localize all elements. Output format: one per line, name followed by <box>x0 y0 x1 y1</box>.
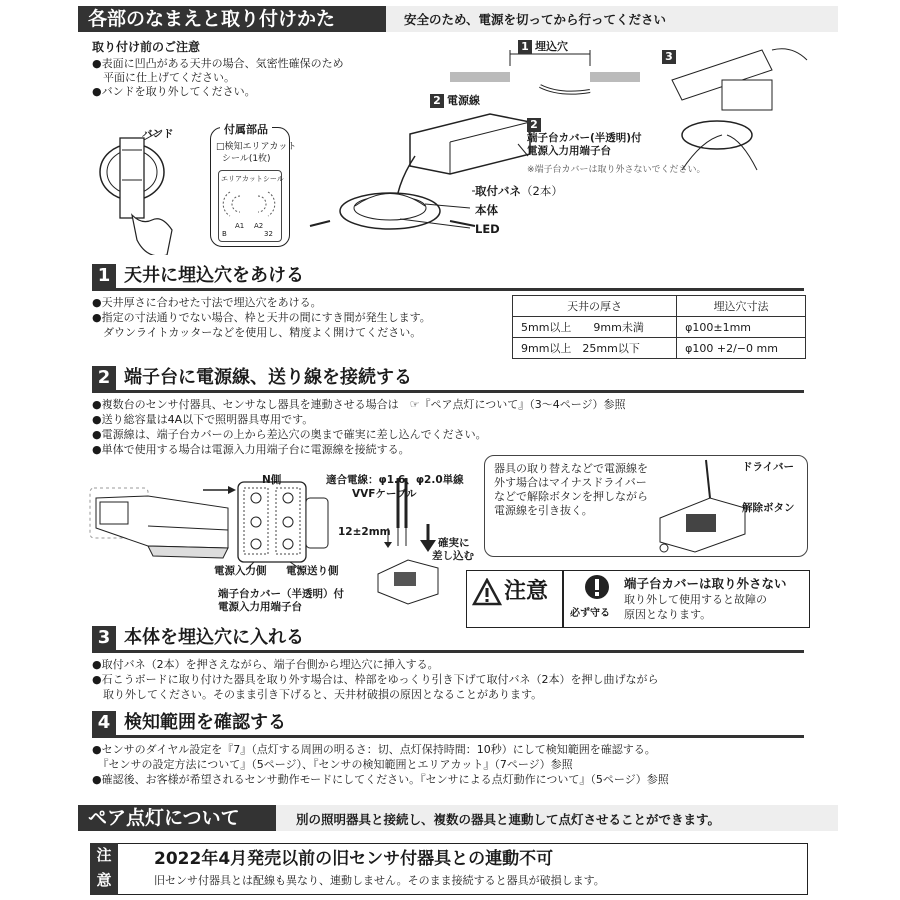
table-header-hole: 埋込穴寸法 <box>677 296 806 317</box>
strip-length-label: 12±2mm <box>338 526 391 538</box>
body-label: 本体 <box>475 203 498 217</box>
s3-line-3: 取り外してください。そのまま引き下げると、天井材破損の原因となることがあります。 <box>92 688 543 701</box>
caution-body-1: 取り外して使用すると故障の <box>624 593 767 606</box>
led-label: LED <box>475 222 500 236</box>
spring-label <box>475 183 563 199</box>
precaution-heading: 取り付け前のご注意 <box>92 40 201 54</box>
pair-subtitle: 別の照明器具と接続し、複数の器具と連動して点灯させることができます。 <box>296 812 721 827</box>
wiring-diagram <box>88 468 478 608</box>
s1-line-2: ●指定の寸法通りでない場合、枠と天井の間にすき間が発生します。 <box>92 311 431 324</box>
replace-note-3: などで解除ボタンを押しながら <box>494 490 648 503</box>
wire-spec-label-2: VVFケーブル <box>352 488 417 500</box>
caution-divider <box>562 570 564 628</box>
table-header-thickness: 天井の厚さ <box>513 296 677 317</box>
sticker-mark-b: B <box>222 230 227 238</box>
replace-note-1: 器具の取り替えなどで電源線を <box>494 462 648 475</box>
caution-title: 注意 <box>504 579 549 604</box>
insert-label-2: 差し込む <box>432 550 474 562</box>
cover-label-2: 電源入力用端子台 <box>527 145 611 157</box>
s1-line-3: ダウンライトカッターなどを使用し、精度よく開けてください。 <box>92 326 422 339</box>
release-button-illustration <box>650 458 750 554</box>
s2-line-1: ●複数台のセンサ付器具、センサなし器具を連動させる場合は ☞『ペア点灯について』（3〜4ページ）参照 <box>92 398 626 411</box>
table-cell: φ100 +2/−0 mm <box>677 338 806 359</box>
replace-note-2: 外す場合はマイナスドライバー <box>494 476 647 489</box>
page-title: 各部のなまえと取り付けかた <box>78 6 386 32</box>
must-label: 必ず守る <box>570 608 610 619</box>
s3-line-1: ●取付バネ（2本）を押さえながら、端子台側から埋込穴に挿入する。 <box>92 658 439 671</box>
sticker-mark-a2: A2 <box>254 222 264 230</box>
insert-label-1: 確実に <box>438 537 470 549</box>
table-row <box>513 317 806 338</box>
accessory-item-2: シール(1枚) <box>222 154 271 164</box>
output-side-label: 電源送り側 <box>286 565 339 577</box>
s3-line-2: ●石こうボードに取り付けた器具を取り外す場合は、枠部をゆっくり引き下げて取付バネ（2本）を押し曲げながら <box>92 673 659 686</box>
step-1-chip: 1 <box>518 40 532 54</box>
sticker-mark-32: 32 <box>264 230 273 238</box>
spring-label-text: 取付バネ <box>475 184 521 198</box>
mandatory-icon <box>584 574 610 600</box>
hole-label: 埋込穴 <box>535 40 568 53</box>
replace-note-4: 電源線を引き抜く。 <box>494 504 593 517</box>
power-label: 電源線 <box>447 94 480 107</box>
spring-count: （2本） <box>521 184 563 198</box>
cover-caption: 端子台カバー（半透明）付 <box>218 588 344 600</box>
input-side-label: 電源入力側 <box>214 565 267 577</box>
s1-line-1: ●天井厚さに合わせた寸法で埋込穴をあける。 <box>92 296 322 309</box>
section-3-rule <box>92 650 804 653</box>
step-3-chip: 3 <box>662 50 676 64</box>
precaution-line-1: ●表面に凹凸がある天井の場合、気密性確保のため <box>92 57 344 70</box>
terminal-cover-label <box>527 118 642 158</box>
s2-line-2: ●送り総容量は4A以下で照明器具専用です。 <box>92 413 314 426</box>
caution-body-2: 原因となります。 <box>624 608 712 621</box>
notice-heading: 2022年4月発売以前の旧センサ付器具との連動不可 <box>154 849 554 869</box>
section-1-number: 1 <box>92 264 116 288</box>
s4-line-3: ●確認後、お客様が希望されるセンサ動作モードにしてください。『センサによる点灯動作について』（5ページ）参照 <box>92 773 669 786</box>
table-cell: 9mm以上 25mm以下 <box>513 338 677 359</box>
step-2-chip: 2 <box>430 94 444 108</box>
hole-size-table <box>512 295 806 359</box>
table-cell: φ100±1mm <box>677 317 806 338</box>
step-2-chip-b: 2 <box>527 118 541 132</box>
section-2-rule <box>92 390 804 393</box>
section-2-number: 2 <box>92 366 116 390</box>
accessory-item: □検知エリアカット <box>216 142 297 152</box>
wire-spec-label: 適合電線：φ1.6、φ2.0単線 <box>326 474 464 486</box>
table-header-row <box>513 296 806 317</box>
cover-note: ※端子台カバーは取り外さないでください。 <box>527 165 706 175</box>
power-wire-label <box>430 92 480 108</box>
safety-subtitle: 安全のため、電源を切ってから行ってください <box>404 12 667 27</box>
sticker-pattern <box>220 184 278 224</box>
s4-line-1: ●センサのダイヤル設定を『7』（点灯する周囲の明るさ：切、点灯保持時間：10秒）にして検知範囲を確認する。 <box>92 743 656 756</box>
band-label: バンド <box>142 128 174 140</box>
precaution-line-2: 平面に仕上げてください。 <box>92 71 235 84</box>
cover-caption-2: 電源入力用端子台 <box>218 601 302 613</box>
pair-title: ペア点灯について <box>78 805 276 831</box>
section-1-rule <box>92 288 804 291</box>
section-2-title: 端子台に電源線、送り線を接続する <box>124 367 412 388</box>
section-4-number: 4 <box>92 711 116 735</box>
section-4-title: 検知範囲を確認する <box>124 712 286 733</box>
section-4-rule <box>92 735 804 738</box>
table-cell: 5mm以上 9mm未満 <box>513 317 677 338</box>
notice-tag-2: 意 <box>96 871 112 889</box>
s4-line-2: 『センサの設定方法について』（5ページ）、『センサの検知範囲とエリアカット』（7ページ）参照 <box>92 758 573 771</box>
insert-illustration <box>662 40 812 180</box>
accessory-title: 付属部品 <box>220 121 272 137</box>
table-row <box>513 338 806 359</box>
notice-tag-1: 注 <box>96 846 112 864</box>
notice-body: 旧センサ付器具とは配線も異なり、連動しません。そのまま接続すると器具が破損します。 <box>154 874 605 887</box>
driver-label: ドライバー <box>742 461 794 473</box>
notice-tag <box>90 843 118 895</box>
cover-label: 端子台カバー(半透明)付 <box>527 132 642 144</box>
sticker-mark-a1: A1 <box>235 222 245 230</box>
n-side-label: N側 <box>262 474 282 486</box>
section-1-title: 天井に埋込穴をあける <box>124 265 304 286</box>
sticker-label: エリアカットシール <box>221 175 284 183</box>
s2-line-3: ●電源線は、端子台カバーの上から差込穴の奥まで確実に差し込んでください。 <box>92 428 487 441</box>
hole-size-label <box>518 38 568 54</box>
caution-head: 端子台カバーは取り外さない <box>624 576 787 591</box>
section-3-number: 3 <box>92 626 116 650</box>
warning-triangle-icon <box>472 578 502 606</box>
s2-line-4: ●単体で使用する場合は電源入力用端子台に電源線を接続する。 <box>92 443 410 456</box>
precaution-line-3: ●バンドを取り外してください。 <box>92 85 256 98</box>
section-3-title: 本体を埋込穴に入れる <box>124 627 304 648</box>
release-label: 解除ボタン <box>742 502 795 514</box>
